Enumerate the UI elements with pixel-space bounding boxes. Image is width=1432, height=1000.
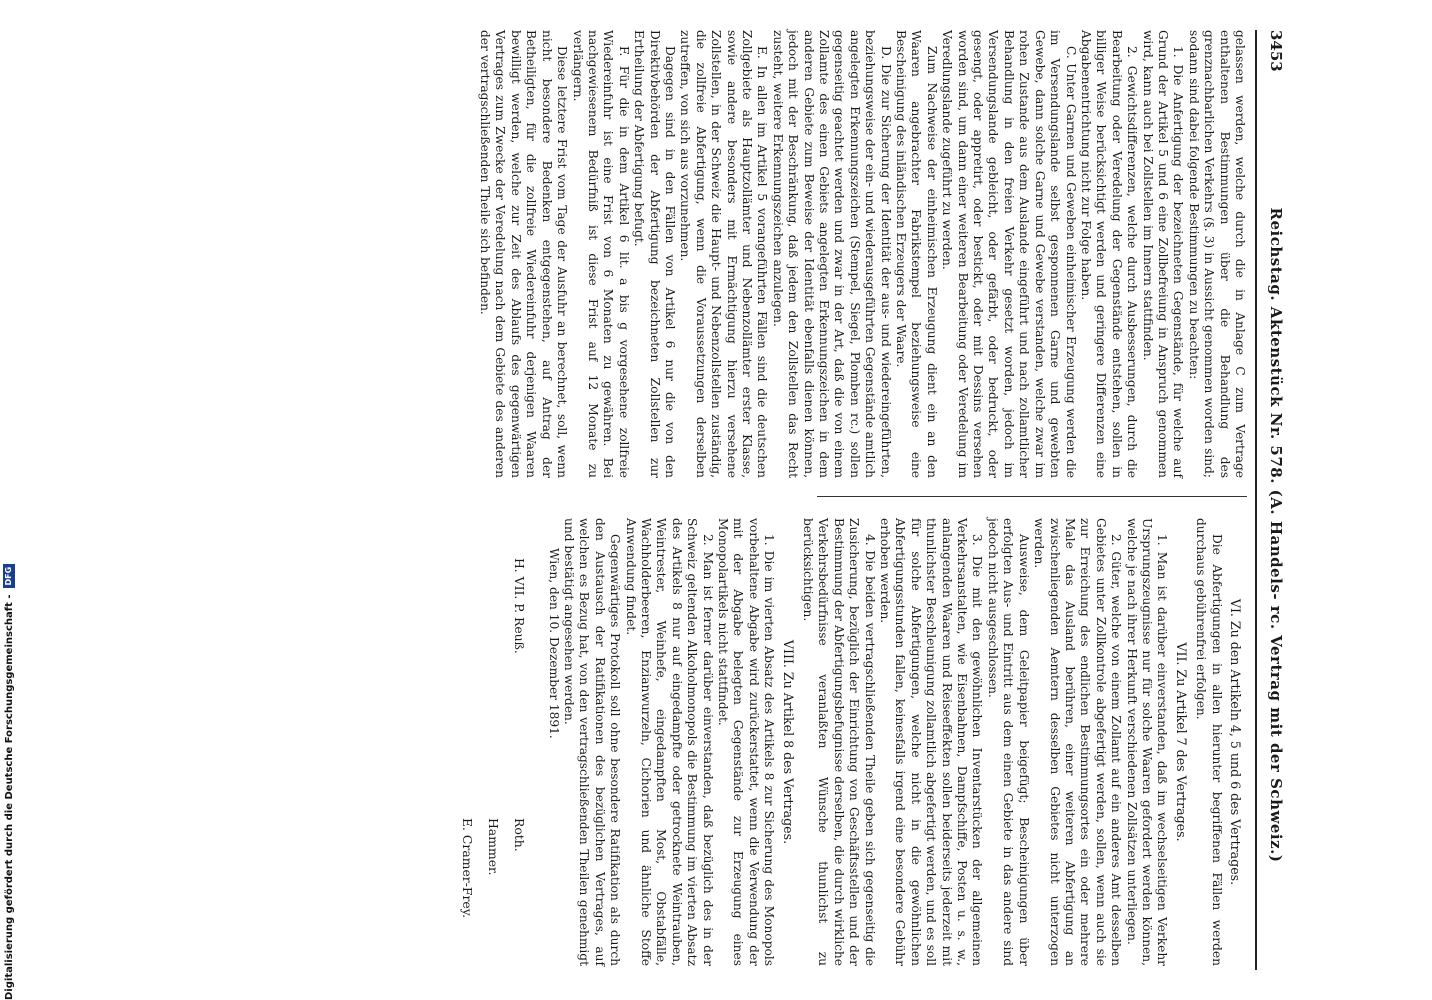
signatory-swiss-3: E. Cramer-Frey. <box>460 818 476 919</box>
paragraph: 2. Man ist ferner darüber einverstanden, daß bezüglich des in der Schweiz geltenden Alkoholmonopols die Bestimmung im vierten Absatz des Artikels 8 nur auf eingedampfte oder getrocknete Weintrauben, Weintrester, Weinhefe, eingedampften Most, Obstabfälle, Wachholderbeeren, Enzianwurzeln, Cichorien und ähnliche Stoffe Anwendung findet. <box>623 518 715 966</box>
paragraph: 2. Güter, welche von einem Zollamt auf ein anderes Amt desselben Gebietes unter Zollkontrole abgefertigt werden, sollen, wenn auch sie zur Erreichung des endlichen Bestimmungsortes ein oder mehrere Male das Ausland berühren, einer weiteren Abfertigung an zwischenliegenden Aemtern desselben Gebietes nicht unterzogen werden. <box>1032 518 1124 966</box>
right-column <box>405 518 1247 966</box>
section-heading-viii: VIII. Zu Artikel 8 des Vertrages. <box>780 639 796 845</box>
signatory-german: H. VII. P. Reuß. <box>512 558 528 654</box>
dfg-logo: DFG <box>3 564 15 589</box>
signatory-swiss-1: Roth. <box>512 818 528 852</box>
paragraph: Dagegen sind in den Fällen von Artikel 6 nur die von den Direktivbehörden der Abfertigung bezeichneten Zollstellen zur Ertheilung der Abfertigung befugt. <box>632 30 677 478</box>
paragraph: Gegenwärtiges Protokoll soll ohne besondere Ratifikation als durch den Austausch der Ratifikationen des bezüglichen Vertrages, auf welchen es Bezug hat, von den vertragschließenden Theilen genehmigt und bestätigt angesehen werden. <box>561 518 623 966</box>
paragraph: Die Abfertigungen in allen hierunter begriffenen Fällen werden durchaus gebührenfrei erfolgen. <box>1194 518 1224 966</box>
column-divider <box>817 496 1247 497</box>
paragraph: 1. Man ist darüber einverstanden, daß im wechselseitigen Verkehr Ursprungszeugnisse nur für solche Waaren gefordert werden können, welche je nach ihrer Herkunft verschiedenen Zollsätzen unterliegen. <box>1124 518 1170 966</box>
attribution-text: Digitalisierung gefördert durch die Deutsche Forschungsgemeinschaft - <box>4 594 15 1000</box>
paragraph: 4. Die beiden vertragschließenden Theile geben sich gegenseitig die Zusicherung, bezüglich der Einrichtung von Geschäftsstellen und der Bestimmung der Abfertigungsbefugnisse derselben, die durch wirkliche Verkehrsbedürfnisse veranlaßten Wünsche thunlichst zu berücksichtigen. <box>801 518 877 966</box>
left-column <box>477 30 1247 478</box>
paragraph: 3. Die mit den gewöhnlichen Inventarstücken der allgemeinen Verkehrsanstalten, wie Eisenbahnen, Dampfschiffe, Posten u. s. w., anlangenden Waaren und Reiseeffekten sollen beiderseits jederzeit mit thunlichster Beschleunigung zollamtlich abgefertigt werden, und es soll für solche Abfertigungen, welche nicht in die gewöhnlichen Abfertigungsstunden fallen, keinesfalls irgend eine besondere Gebühr erhoben werden. <box>878 518 985 966</box>
place-date: Wien, den 10. Dezember 1891. <box>546 548 561 739</box>
paragraph: C. Unter Garnen und Geweben einheimischer Erzeugung werden die im Versendungslande selbst gesponnenen Garne und gewebten Gewebe, dann solche Garne und Gewebe verstanden, welche zwar im rohen Zustande aus dem Auslande eingeführt und nach zollamtlicher Behandlung in den freien Verkehr gesetzt worden, jedoch im Versendungslande gebleicht, oder gefärbt, oder bedruckt, oder gesengt, oder appretirt, oder bestickt, oder mit Dessins versehen worden sind, um dann einer weiteren Bearbeitung oder Veredelung im Veredlungslande zugeführt zu werden. <box>940 30 1078 478</box>
section-heading-vi: VI. Zu den Artikeln 4, 5 und 6 des Vertrages. <box>1228 598 1243 886</box>
paragraph: 1. Die Anfertigung der bezeichneten Gegenstände, für welche auf Grund der Artikel 5 und 6 eine Zollbefreiung in Anspruch genommen wird, kann auch bei Zollstellen im Innern stattfinden. <box>1140 30 1186 478</box>
page-number: 3453 <box>1267 30 1285 72</box>
paragraph: 1. Die im vierten Absatz des Artikels 8 zur Sicherung des Monopols vorbehaltene Abgabe wird zurückerstattet, wenn die Verwendung der mit der Abgabe belegten Gegenstände zur Erzeugung eines Monopolartikels nicht stattfindet. <box>716 518 777 966</box>
signature-block <box>405 518 535 966</box>
scanned-page <box>141 30 1291 970</box>
paragraph: Zum Nachweise der einheimischen Erzeugung dient ein an den Waaren angebrachter Fabrikstempel beziehungsweise eine Bescheinigung des inländischen Erzeugers der Waare. <box>894 30 939 478</box>
paragraph: F. Für die in dem Artikel 6 lit. a bis g vorgesehene zollfreie Wiedereinfuhr ist eine Frist von 6 Monaten zu gewähren. Bei nachgewiesenem Bedürfniß ist diese Frist auf 12 Monate zu verlängern. <box>570 30 631 478</box>
paragraph: D. Die zur Sicherung der Identität der aus- und wiedereingeführten, beziehungsweise der ein- und wiederausgeführten Gegenstände amtlich angelegten Erkennungszeichen (Stempel, Siegel, Plomben rc.) sollen gegenseitig geachtet werden und zwar in der Art, daß die von einem Zollamte des einen Gebiets angelegten Erkennungszeichen in dem anderen Gebiete zum Beweise der Identität ebenfalls dienen können, jedoch mit der Beschränkung, daß jedem den Zollstellen das Recht zusteht, weitere Erkennungszeichen anzulegen. <box>770 30 893 478</box>
paragraph: Ausweise, dem Geleitpapier beigefügt; Bescheinigungen über erfolgten Aus- und Eintritt aus dem einen Gebiete in das andere sind jedoch nicht ausgeschlossen. <box>985 518 1031 966</box>
section-heading-vii: VII. Zu Artikel 7 des Vertrages. <box>1173 642 1189 842</box>
paragraph: Diese letztere Frist vom Tage der Ausfuhr an berechnet, soll, wenn nicht besondere Bedenken entgegenstehen, auf Antrag der Betheiligten, für die zollfreie Wiedereinfuhr derjenigen Waaren bewilligt werden, welche zur Zeit des Ablaufs des gegenwärtigen Vertrages zum Zwecke der Veredelung nach dem Gebiete des anderen der vertragschließenden Theile sich befinden. <box>478 30 570 478</box>
page-title: Reichstag. Aktenstück Nr. 578. (A. Handels- rc. Vertrag mit der Schweiz.) <box>1267 207 1285 863</box>
digitization-attribution <box>0 0 20 1000</box>
paragraph: E. In allen im Artikel 5 vorangeführten Fällen sind die deutschen Zollgebiete als Hauptzollämter und Nebenzollämter erster Klasse, sowie andere besonders mit Ermächtigung hierzu versehene Zollstellen, in der Schweiz die Haupt- und Nebenzollstellen zuständig, die zollfreie Abfertigung, wenn die Voraussetzungen derselben zutreffen, von sich aus vorzunehmen. <box>678 30 770 478</box>
page-header <box>1255 30 1291 970</box>
signatory-swiss-2: Hammer. <box>486 818 502 876</box>
paragraph: gelassen werden, welche durch die in Anlage C zum Vertrage enthaltenen Bestimmungen über die Behandlung des grenznachbarlichen Verkehrs (§. 3) in Aussicht genommen worden sind; sodann sind dabei folgende Bestimmungen zu beachten: <box>1186 30 1247 478</box>
paragraph: 2. Gewichtsdifferenzen, welche durch Ausbesserungen, durch die Bearbeitung oder Veredelung der Gegenstände entstehen, sollen in billiger Weise berücksichtigt werden und geringere Differenzen eine Abgabenentrichtung nicht zur Folge haben. <box>1078 30 1140 478</box>
